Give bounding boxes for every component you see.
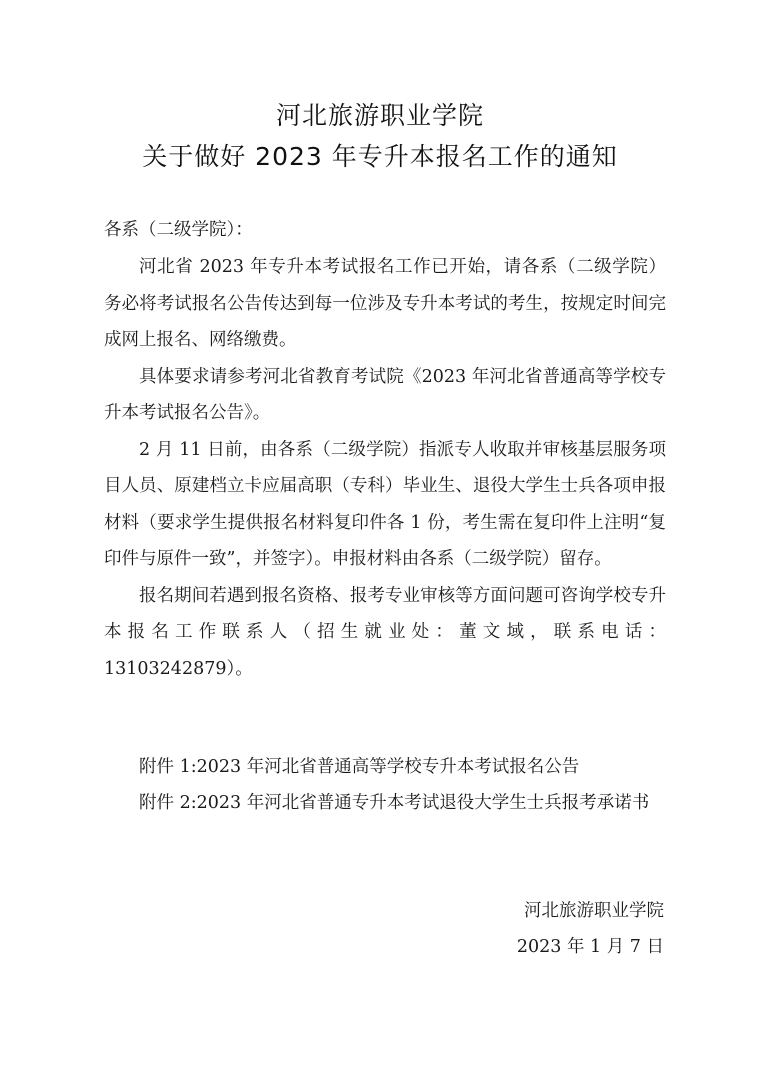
attachments-list: [104, 750, 666, 821]
letter-body: [104, 249, 666, 687]
paragraph-contact: 报名期间若遇到报名资格、报考专业审核等方面问题可咨询学校专升本报名工作联系人（招生就业处：董文域，联系电话：13103242879）。: [104, 585, 666, 679]
document-title-line2: 关于做好 2023 年专升本报名工作的通知: [142, 142, 618, 171]
signature-organization: 河北旅游职业学院: [524, 901, 664, 921]
paragraph-announcement: 河北省 2023 年专升本考试报名工作已开始，请各系（二级学院）务必将考试报名公告传达到每一位涉及专升本考试的考生，按规定时间完成网上报名、网络缴费。: [104, 257, 666, 350]
attachment-item-2: 附件 2:2023 年河北省普通专升本考试退役大学生士兵报考承诺书: [139, 792, 650, 813]
attachment-item-1: 附件 1:2023 年河北省普通高等学校专升本考试报名公告: [139, 757, 580, 777]
signature-date: 2023 年 1 月 7 日: [516, 937, 664, 957]
paragraph-requirements: 具体要求请参考河北省教育考试院《2023 年河北省普通高等学校专升本考试报名公告》。: [104, 366, 666, 423]
paragraph-materials: 2 月 11 日前，由各系（二级学院）指派专人收取并审核基层服务项目人员、原建档立卡应届高职（专科）毕业生、退役大学生士兵各项申报材料（要求学生提供报名材料复印件各 1 份，考生需在复印件上注明“复印件与原件一致”，并签字）。申报材料由各系（二级学院）留存。: [104, 439, 666, 569]
salutation: 各系（二级学院）：: [104, 220, 253, 240]
document-title-line1: 河北旅游职业学院: [275, 101, 484, 130]
